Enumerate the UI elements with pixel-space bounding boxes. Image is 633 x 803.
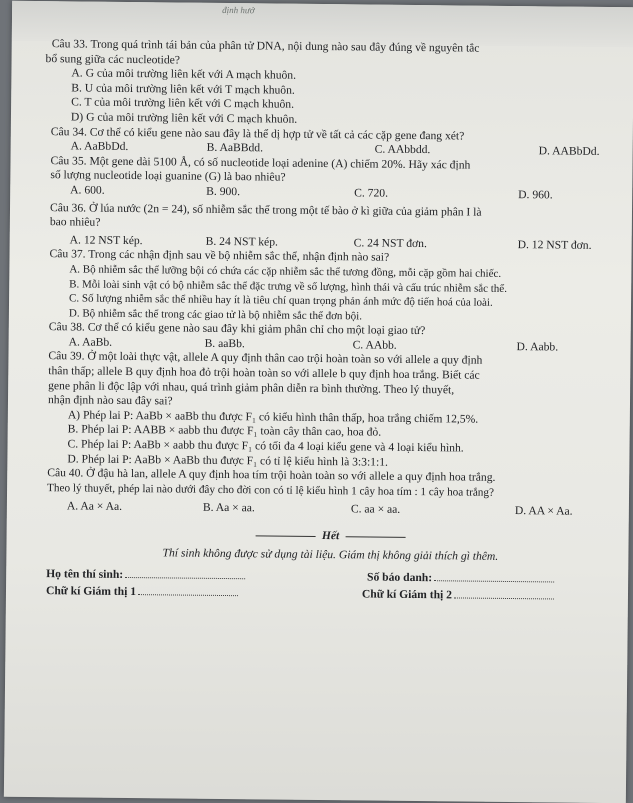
exam-sheet	[4, 1, 633, 803]
end-dash-left	[256, 535, 316, 537]
candidate-number-dots	[434, 580, 554, 582]
candidate-name-field	[46, 567, 245, 584]
q40-option-a: A. Aa × Aa.	[66, 499, 123, 514]
q37-option-d: D. Bộ nhiễm sắc thể trong các giao tử là bộ nhiễm sắc thể đơn bội.	[68, 307, 363, 323]
q36-stem: Câu 36. Ở lúa nước (2n = 24), số nhiễm sắc thể trong một tế bào ở kì giữa của giảm phân I là	[49, 200, 482, 219]
q37-stem: Câu 37. Trong các nhận định sau về bộ nhiễm sắc thể, nhận định nào sai?	[49, 247, 390, 265]
q36-option-a: A. 12 NST kép.	[69, 233, 143, 247]
q38-stem: Câu 38. Cơ thể có kiểu gene nào sau đây khi giảm phân chỉ cho một loại giao tử?	[48, 320, 426, 338]
proctor2-label: Chữ kí Giám thị 2	[361, 587, 453, 602]
q34-option-b: B. AaBBdd.	[206, 140, 264, 155]
proctor2-dots	[454, 597, 554, 599]
q34-stem: Câu 34. Cơ thể có kiểu gene nào sau đây là thể dị hợp tử về tất cả các cặp gene đang xét?	[50, 124, 465, 143]
q38-option-d: D. Aabb.	[516, 339, 559, 354]
proctor-sign-row	[46, 584, 614, 605]
exam-content	[46, 37, 620, 606]
candidate-name-label: Họ tên thí sinh:	[46, 567, 124, 582]
q40-option-c: C. aa × aa.	[350, 502, 401, 517]
q39-option-c: C. Phép lai P: AaBb × aabb thu được F₁ có tối đa 4 loại kiểu gene và 4 loại kiểu hình.	[67, 437, 464, 455]
end-marker	[47, 526, 615, 547]
q36-option-d: D. 12 NST đơn.	[517, 237, 592, 252]
proctor1-label: Chữ kí Giám thị 1	[45, 583, 137, 598]
q35-option-b: B. 900.	[206, 184, 241, 199]
q36-option-c: C. 24 NST đơn.	[353, 236, 427, 250]
q37-option-a: A. Bộ nhiễm sắc thể lưỡng bội có chứa các cặp nhiễm sắc thể tương đồng, mỗi cặp gồm hai chiếc.	[69, 263, 502, 280]
q40-option-d: D. AA × Aa.	[514, 504, 573, 519]
q35-stem-cont: số lượng nucleotide loại guanine (G) là bao nhiêu?	[50, 168, 286, 184]
q39-option-b: B. Phép lai P: AABB × aabb thu được F₁ toàn cây thân cao, hoa đỏ.	[67, 422, 382, 440]
candidate-number-label: Số báo danh:	[367, 570, 433, 585]
handwritten-note: định hướ	[222, 4, 255, 16]
q33-option-a: A. G của môi trường liên kết với A mạch khuôn.	[71, 66, 297, 82]
q38-option-a: A. AaBb.	[68, 335, 113, 349]
q38-option-b: B. aaBb.	[204, 336, 245, 351]
q39-stem: Câu 39. Ở một loài thực vật, allele A quy định thân cao trội hoàn toàn so với allele a quy định	[48, 349, 483, 368]
q34-option-d: D. AABbDd.	[538, 144, 600, 159]
q33-option-d: D) G của môi trường liên kết với C mạch khuôn.	[70, 110, 298, 126]
q39-option-a: A) Phép lai P: AaBb × aaBb thu được F₁ có kiểu hình thân thấp, hoa trắng chiếm 12,5%.	[67, 408, 479, 426]
q33-option-c: C. T của môi trường liên kết với C mạch khuôn.	[71, 95, 295, 112]
proctor1-field	[46, 584, 238, 601]
candidate-number-field	[367, 571, 554, 588]
q33-option-b: B. U của môi trường liên kết với T mạch khuôn.	[71, 81, 295, 97]
end-text: Hết	[321, 529, 340, 543]
q34-option-a: A. AaBbDd.	[70, 139, 129, 154]
q39-option-d: D. Phép lai P: AaBb × AaBb thu được F₁ có tỉ lệ kiểu hình là 3:3:1:1.	[67, 451, 389, 469]
q40-options	[67, 500, 615, 520]
q37-option-b: B. Mỗi loài sinh vật có bộ nhiễm sắc thể đặc trưng về số lượng, hình thái và cấu trúc nhiễm sắc thể.	[69, 277, 508, 295]
q38-option-c: C. AAbb.	[352, 338, 397, 352]
q33-stem-cont: bổ sung giữa các nucleotide?	[45, 51, 181, 67]
q35-stem: Câu 35. Một gene dài 5100 Å, có số nucleotide loại adenine (A) chiếm 20%. Hãy xác định	[50, 153, 471, 172]
q33-stem: Câu 33. Trong quá trình tái bản của phân tử DNA, nội dung nào sau đây đúng về nguyên tắc	[51, 37, 480, 55]
proctor2-field	[362, 587, 554, 604]
q40-stem-cont: Theo lý thuyết, phép lai nào dưới đây cho đời con có tỉ lệ kiểu hình 1 cây hoa tím : 1 cây hoa trắng?	[47, 481, 495, 499]
q34-option-c: C. AAbbdd.	[374, 142, 431, 157]
proctor1-dots	[138, 594, 238, 596]
q36-option-b: B. 24 NST kép.	[205, 234, 279, 249]
q39-stem-cont-1: thân thấp; allele B quy định hoa đỏ trội hoàn toàn so với allele b quy định hoa trắng. Biết các	[48, 364, 480, 382]
q35-option-a: A. 600.	[70, 183, 105, 197]
q40-option-b: B. Aa × aa.	[202, 501, 255, 515]
q40-stem: Câu 40. Ở đậu hà lan, allele A quy định hoa tím trội hoàn toàn so với allele a quy định hoa trắng.	[47, 466, 496, 485]
q37-option-c: C. Số lượng nhiễm sắc thể nhiều hay ít là tiêu chí quan trọng phản ánh mức độ tiến hoá của loài.	[69, 292, 493, 309]
q39-stem-cont-3: nhận định nào sau đây sai?	[47, 393, 173, 408]
exam-note: Thí sinh không được sử dụng tài liệu. Giám thị không giải thích gì thêm.	[162, 545, 499, 563]
end-dash-right	[345, 536, 405, 538]
q35-option-c: C. 720.	[354, 186, 389, 200]
candidate-name-dots	[125, 577, 245, 579]
q39-stem-cont-2: gene phân li độc lập với nhau, quá trình giảm phân diễn ra bình thường. Theo lý thuyết,	[48, 378, 455, 397]
q36-stem-cont: bao nhiêu?	[49, 215, 101, 229]
q35-option-d: D. 960.	[518, 188, 553, 202]
